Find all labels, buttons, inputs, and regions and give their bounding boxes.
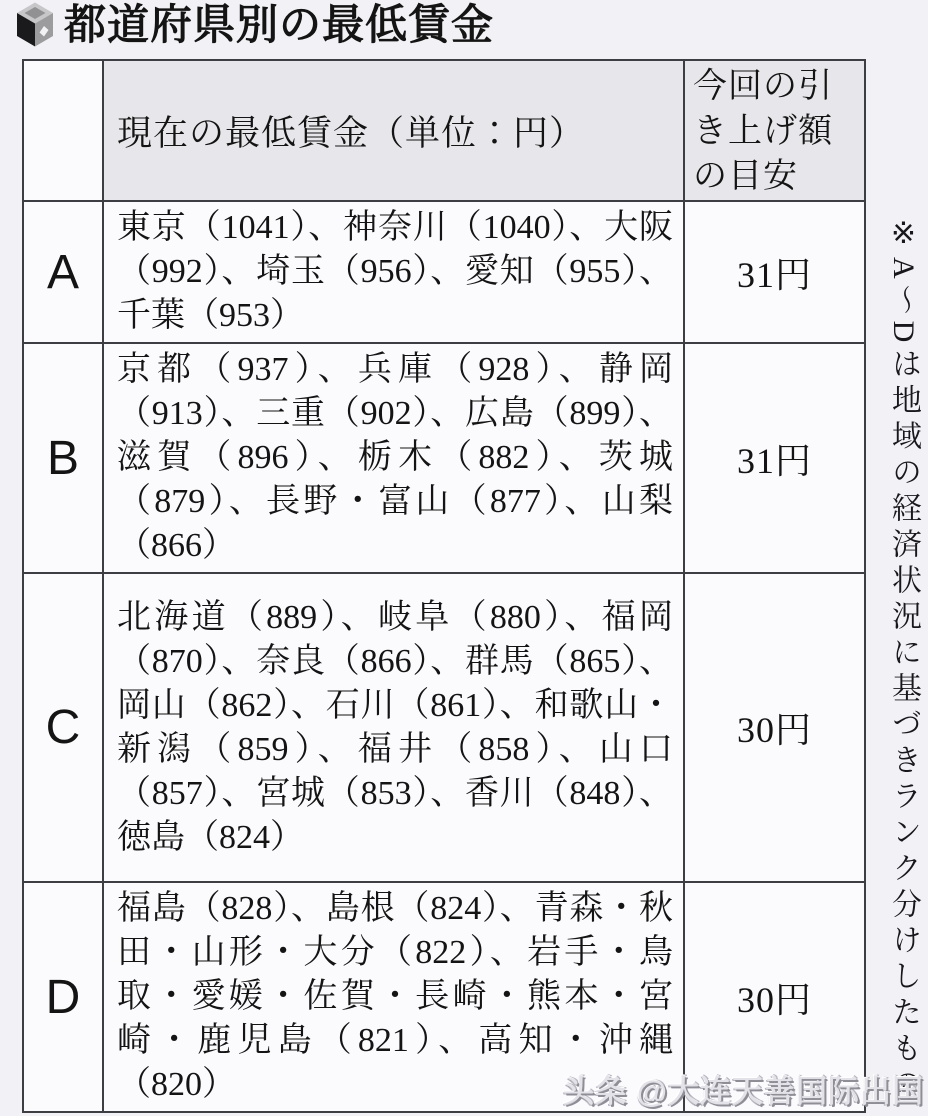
prefecture-list: 北海道（889）、岐阜（880）、福岡（870）、奈良（866）、群馬（865）、岡山（862）、石川（861）、和歌山・新潟（859）、福井（858）、山口（857）、宮城（853）、香川（848）、徳島（824） (103, 573, 684, 882)
rank-label: D (23, 882, 103, 1112)
header-current-wage-cell: 現在の最低賃金（単位：円） (103, 60, 684, 201)
dice-cube-icon (15, 1, 55, 48)
prefecture-list: 東京（1041）、神奈川（1040）、大阪（992）、埼玉（956）、愛知（955）、千葉（953） (103, 201, 684, 343)
page-title: 都道府県別の最低賃金 (64, 0, 495, 48)
table-header-row (23, 60, 865, 201)
rank-label: A (23, 201, 103, 343)
prefecture-list: 福島（828）、島根（824）、青森・秋田・山形・大分（822）、岩手・鳥取・愛媛・佐賀・長崎・熊本・宮崎・鹿児島（821）、高知・沖縄（820） (103, 882, 684, 1112)
raise-amount: 31円 (684, 201, 865, 343)
table-row-rank-c (23, 573, 865, 882)
header-raise-guide-cell: 今回の引き上げ額の目安 (684, 60, 865, 201)
rank-label: C (23, 573, 103, 882)
title-bar (15, 1, 494, 48)
toutiao-watermark: 头条 @大连天善国际出国 (563, 1074, 924, 1109)
table-row-rank-a (23, 201, 865, 343)
minimum-wage-table (22, 59, 866, 1113)
header-rank-blank-cell (23, 60, 103, 201)
rank-explanation-note: ※A～Dは地域の経済状況に基づきランク分けしたもの (887, 216, 920, 1105)
table-row-rank-b (23, 343, 865, 573)
raise-amount: 30円 (684, 573, 865, 882)
rank-label: B (23, 343, 103, 573)
prefecture-list: 京都（937）、兵庫（928）、静岡（913）、三重（902）、広島（899）、滋賀（896）、栃木（882）、茨城（879）、長野・富山（877）、山梨（866） (103, 343, 684, 573)
raise-amount: 30円 (684, 882, 865, 1112)
raise-amount: 31円 (684, 343, 865, 573)
